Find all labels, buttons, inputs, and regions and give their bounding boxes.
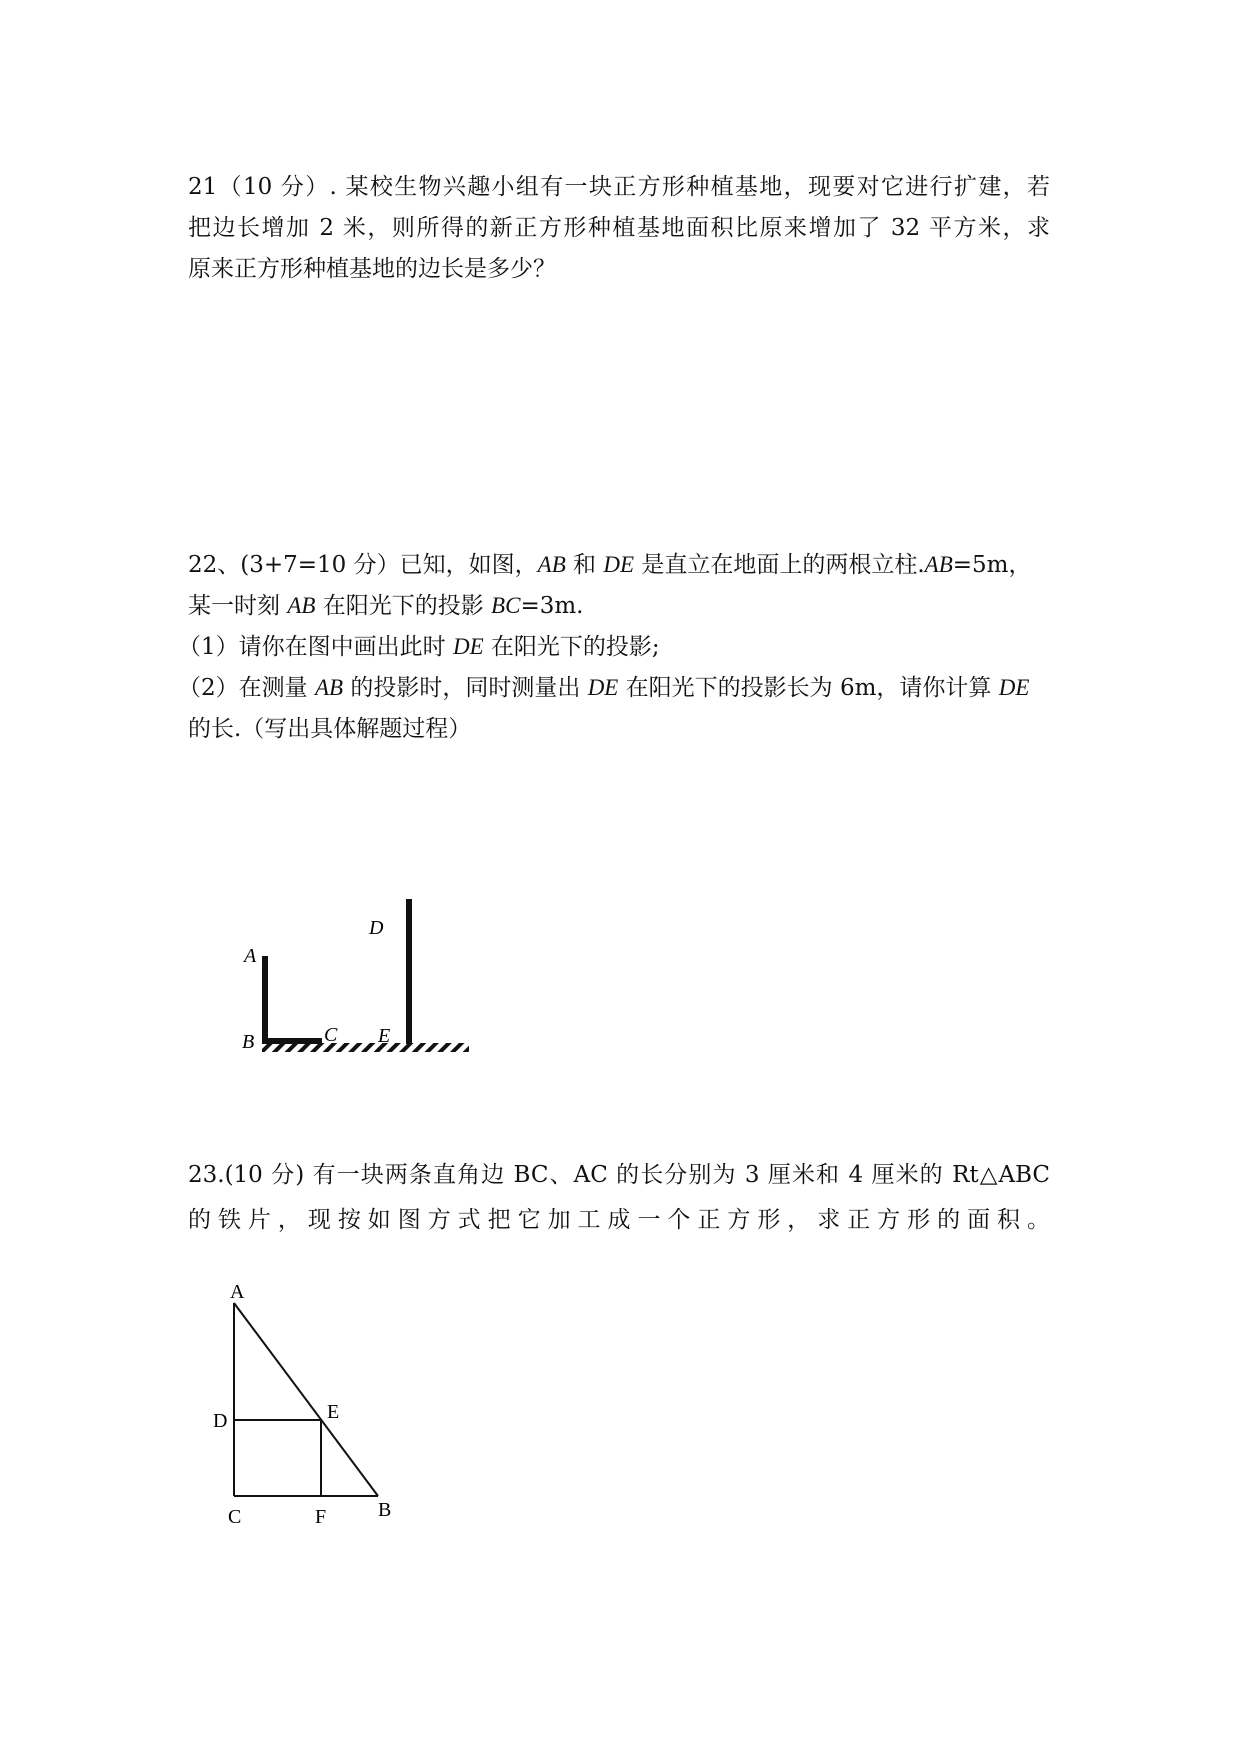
label-d: D <box>213 1410 228 1432</box>
q22-part-1: （1）请你在图中画出此时 DE 在阳光下的投影; <box>178 634 660 660</box>
label-d: D <box>369 917 384 939</box>
label-a: A <box>230 1281 245 1303</box>
q23-line-2: 的铁片，现按如图方式把它加工成一个正方形，求正方形的面积。 <box>188 1207 1050 1233</box>
q22-line-2: 某一时刻 AB 在阳光下的投影 BC=3m. <box>188 593 584 619</box>
q21-line-2: 把边长增加 2 米，则所得的新正方形种植基地面积比原来增加了 32 平方米，求 <box>188 215 1050 241</box>
label-b: B <box>378 1499 392 1521</box>
label-e: E <box>378 1025 391 1047</box>
label-a: A <box>244 945 257 967</box>
hypotenuse-ab <box>234 1303 378 1496</box>
q22-line-5: 的长.（写出具体解题过程） <box>188 716 472 742</box>
q22-part-2: （2）在测量 AB 的投影时，同时测量出 DE 在阳光下的投影长为 6m，请你计算 DE <box>178 675 1030 701</box>
label-c: C <box>324 1024 338 1046</box>
label-c: C <box>228 1506 242 1528</box>
q23-line-1: 23.(10 分) 有一块两条直角边 BC、AC 的长分别为 3 厘米和 4 厘米的 Rt△ABC <box>188 1162 1050 1188</box>
label-b: B <box>242 1031 255 1053</box>
q21-line-3: 原来正方形种植基地的边长是多少？ <box>188 256 556 282</box>
q22-line-1: 22、(3+7=10 分）已知，如图，AB 和 DE 是直立在地面上的两根立柱.AB=5m， <box>188 552 1032 578</box>
q21-line-1: 21（10 分）. 某校生物兴趣小组有一块正方形种植基地，现要对它进行扩建，若 <box>188 174 1050 200</box>
label-f: F <box>315 1506 327 1528</box>
label-e: E <box>327 1401 340 1423</box>
